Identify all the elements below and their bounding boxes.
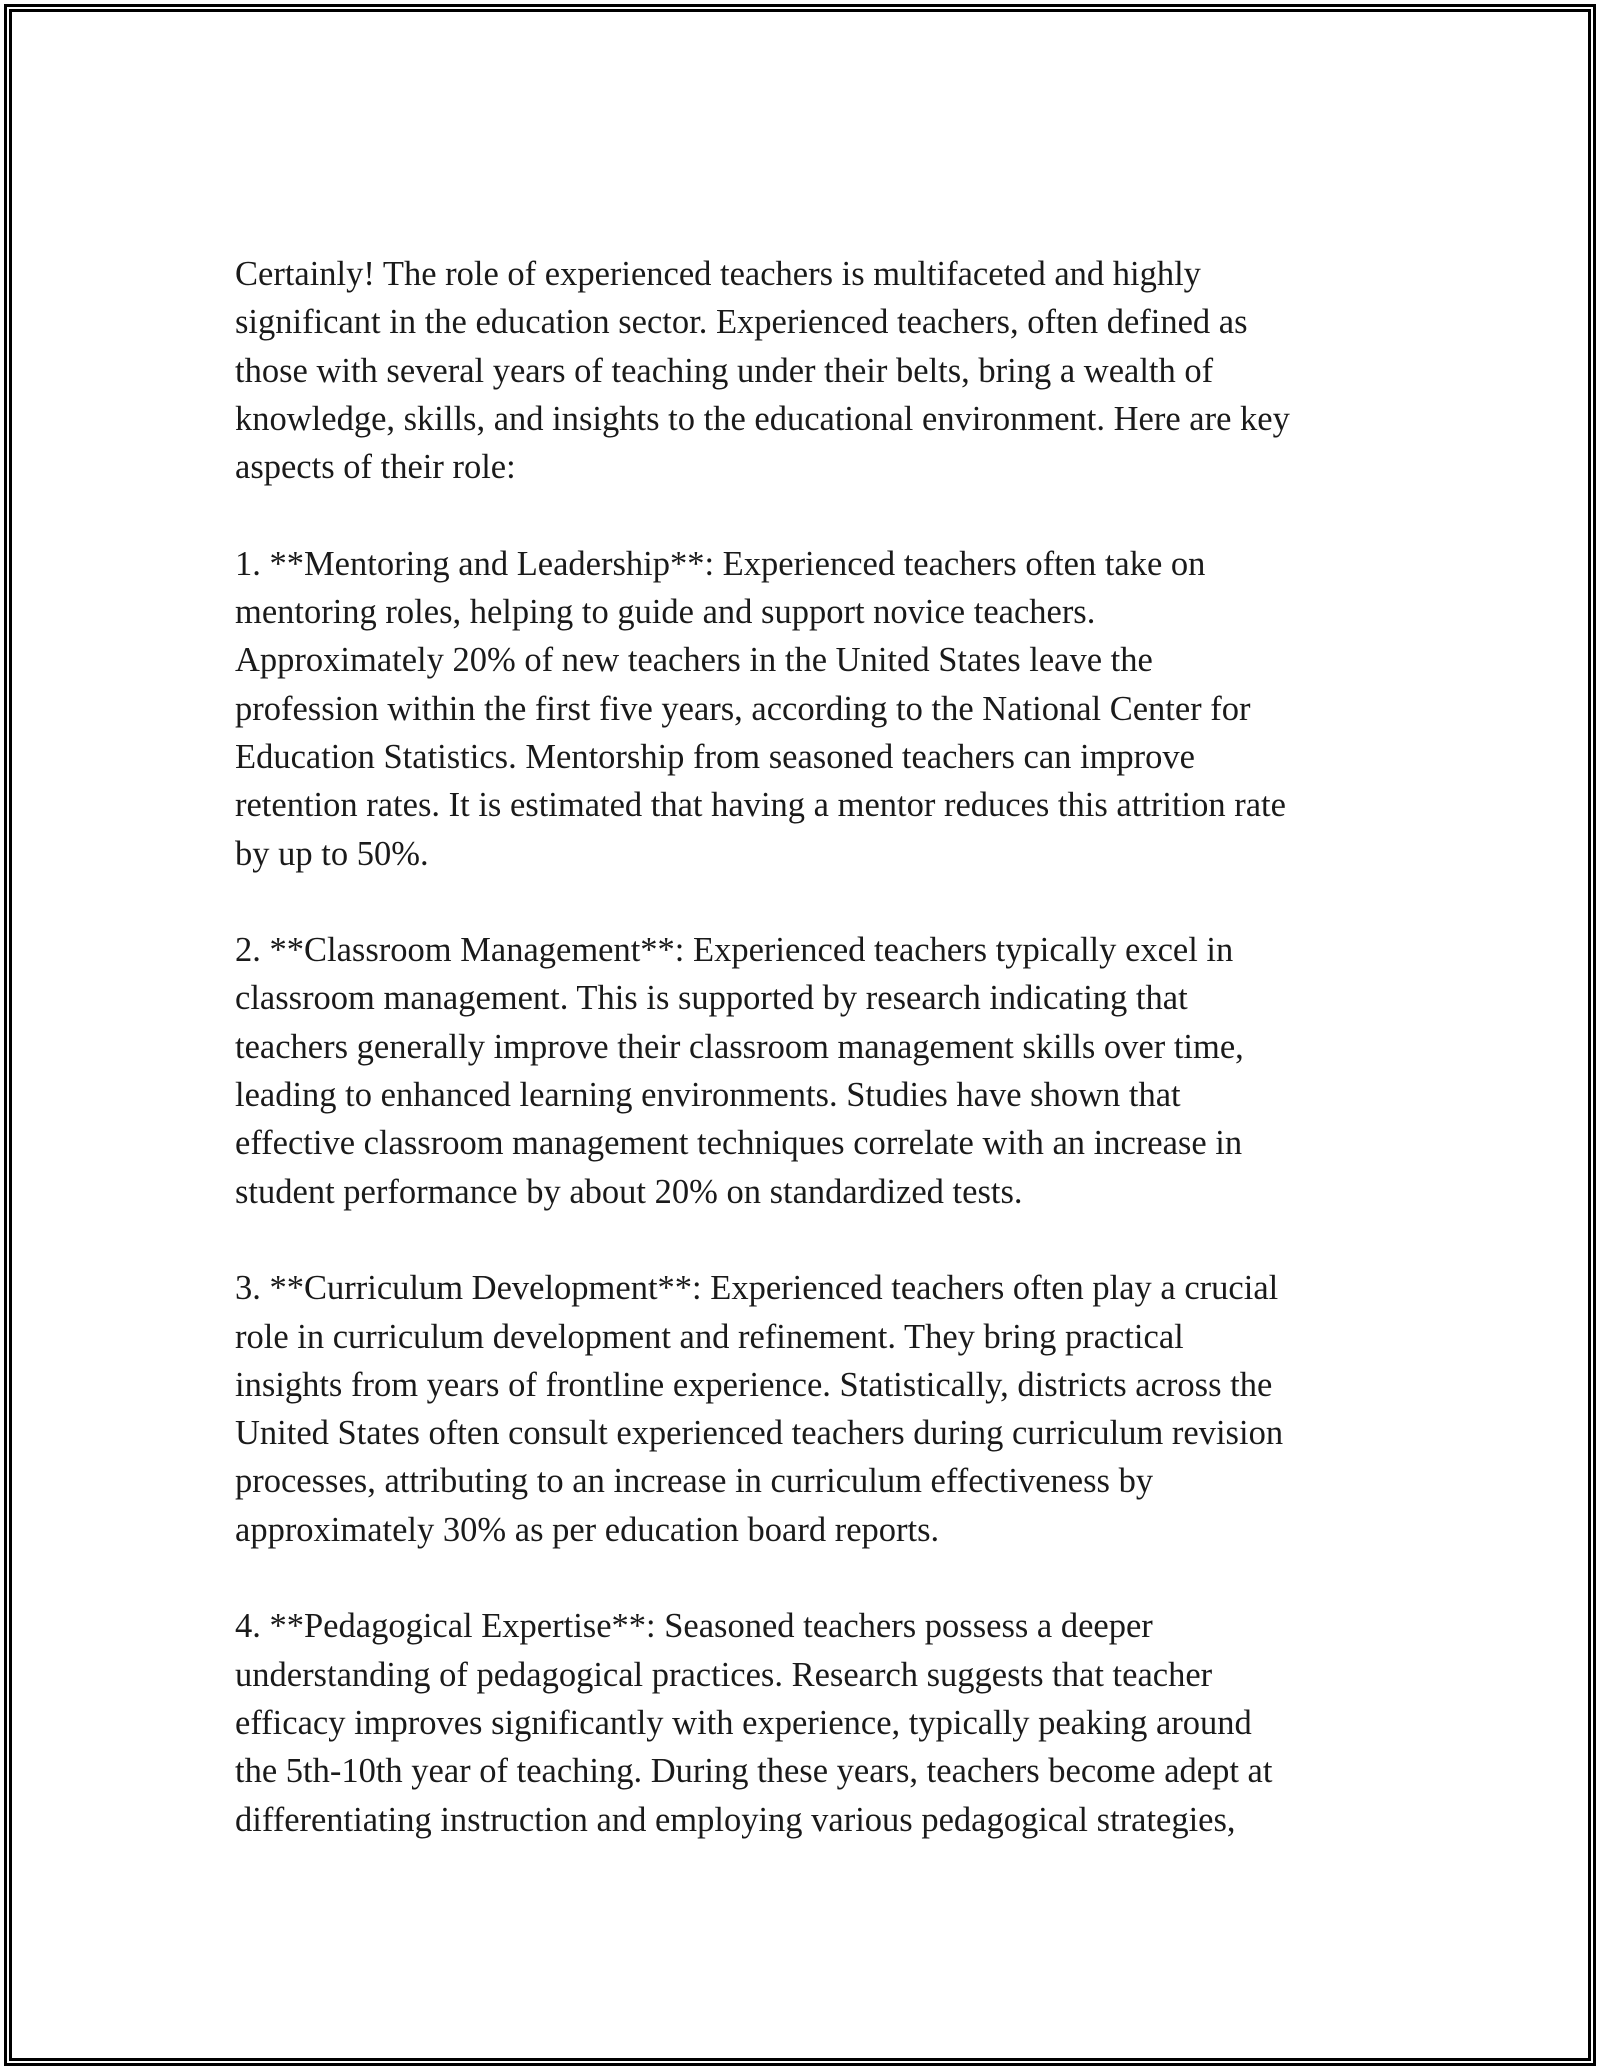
paragraph-line: 1. **Mentoring and Leadership**: Experienced teachers often take on (235, 544, 1206, 583)
paragraph-line: leading to enhanced learning environments. Studies have shown that (235, 1076, 1181, 1115)
paragraph-line: aspects of their role: (235, 448, 516, 487)
paragraph-line: 3. **Curriculum Development**: Experienced teachers often play a crucial (235, 1269, 1279, 1308)
paragraph-line: approximately 30% as per education board reports. (235, 1510, 940, 1549)
paragraph-line: by up to 50%. (235, 834, 429, 873)
paragraph-spacer (235, 491, 1415, 539)
pedagogical-expertise-paragraph (235, 1602, 1415, 1843)
paragraph-line: Certainly! The role of experienced teachers is multifaceted and highly (235, 255, 1201, 293)
paragraph-line: profession within the first five years, according to the National Center for (235, 689, 1251, 728)
paragraph-line: the 5th-10th year of teaching. During these years, teachers become adept at (235, 1752, 1273, 1791)
paragraph-line: knowledge, skills, and insights to the educational environment. Here are key (235, 399, 1290, 438)
intro-paragraph (235, 250, 1415, 491)
paragraph-line: student performance by about 20% on standardized tests. (235, 1172, 1023, 1211)
paragraph-line: effective classroom management techniques correlate with an increase in (235, 1124, 1243, 1163)
paragraph-line: processes, attributing to an increase in curriculum effectiveness by (235, 1462, 1154, 1501)
paragraph-line: United States often consult experienced teachers during curriculum revision (235, 1414, 1284, 1453)
classroom-management-paragraph (235, 926, 1415, 1216)
document-body (235, 250, 1415, 1844)
paragraph-line: differentiating instruction and employing various pedagogical strategies, (235, 1800, 1236, 1839)
paragraph-line: mentoring roles, helping to guide and support novice teachers. (235, 593, 1096, 632)
paragraph-line: teachers generally improve their classroom management skills over time, (235, 1027, 1244, 1066)
paragraph-line: classroom management. This is supported by research indicating that (235, 979, 1188, 1018)
paragraph-spacer (235, 1554, 1415, 1602)
paragraph-line: those with several years of teaching under their belts, bring a wealth of (235, 351, 1214, 390)
paragraph-spacer (235, 1216, 1415, 1264)
paragraph-line: significant in the education sector. Experienced teachers, often defined as (235, 303, 1248, 342)
paragraph-line: retention rates. It is estimated that having a mentor reduces this attrition rate (235, 786, 1286, 825)
curriculum-development-paragraph (235, 1264, 1415, 1554)
paragraph-spacer (235, 878, 1415, 926)
mentoring-paragraph (235, 540, 1415, 878)
paragraph-line: understanding of pedagogical practices. Research suggests that teacher (235, 1655, 1213, 1694)
paragraph-line: efficacy improves significantly with experience, typically peaking around (235, 1703, 1252, 1742)
paragraph-line: Approximately 20% of new teachers in the United States leave the (235, 641, 1153, 680)
paragraph-line: 4. **Pedagogical Expertise**: Seasoned teachers possess a deeper (235, 1607, 1153, 1646)
paragraph-line: role in curriculum development and refinement. They bring practical (235, 1317, 1184, 1356)
paragraph-line: insights from years of frontline experience. Statistically, districts across the (235, 1365, 1273, 1404)
paragraph-line: Education Statistics. Mentorship from seasoned teachers can improve (235, 737, 1195, 776)
paragraph-line: 2. **Classroom Management**: Experienced teachers typically excel in (235, 931, 1234, 970)
